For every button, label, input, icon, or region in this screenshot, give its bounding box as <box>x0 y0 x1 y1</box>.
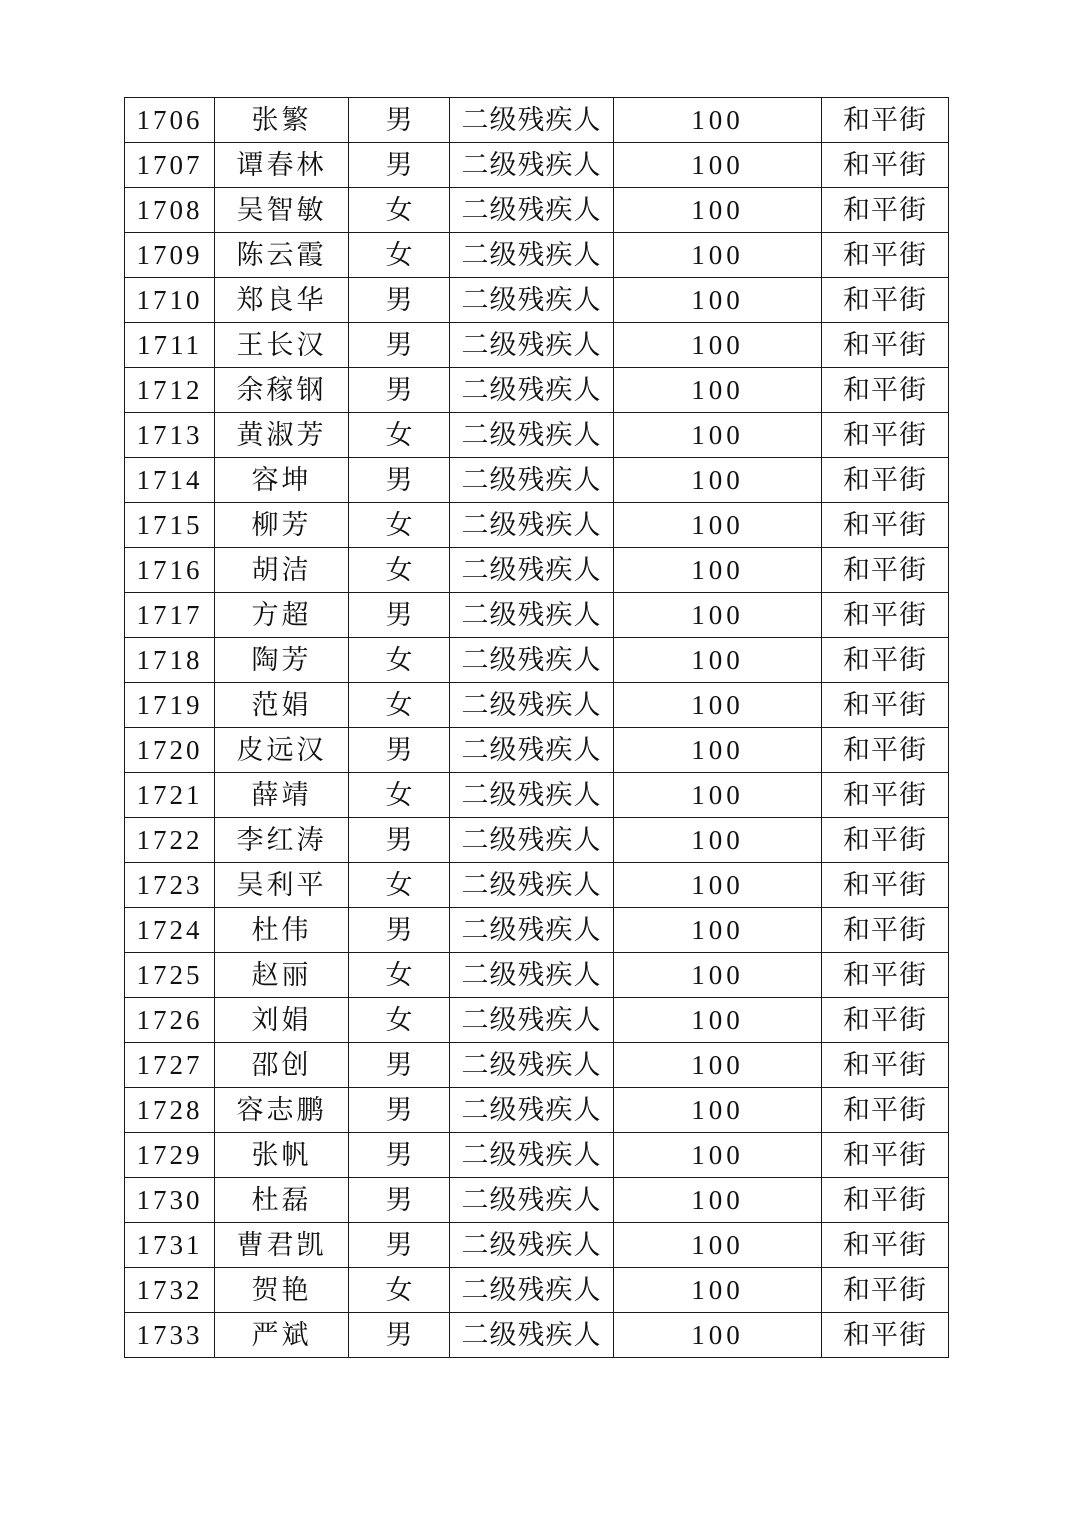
cell-amount: 100 <box>614 278 822 323</box>
cell-amount: 100 <box>614 908 822 953</box>
cell-gender: 男 <box>349 143 450 188</box>
cell-street: 和平街 <box>822 188 949 233</box>
cell-street: 和平街 <box>822 1223 949 1268</box>
cell-number: 1727 <box>125 1043 215 1088</box>
cell-name: 杜伟 <box>215 908 349 953</box>
table-row <box>125 1223 949 1268</box>
cell-disability-level: 二级残疾人 <box>450 323 614 368</box>
cell-gender: 女 <box>349 863 450 908</box>
cell-amount: 100 <box>614 413 822 458</box>
cell-disability-level: 二级残疾人 <box>450 503 614 548</box>
cell-name: 陈云霞 <box>215 233 349 278</box>
table-row <box>125 998 949 1043</box>
cell-name: 皮远汉 <box>215 728 349 773</box>
cell-gender: 男 <box>349 593 450 638</box>
table-row <box>125 728 949 773</box>
table-row <box>125 323 949 368</box>
cell-disability-level: 二级残疾人 <box>450 638 614 683</box>
cell-amount: 100 <box>614 98 822 143</box>
cell-number: 1725 <box>125 953 215 998</box>
cell-gender: 男 <box>349 1178 450 1223</box>
cell-street: 和平街 <box>822 413 949 458</box>
cell-name: 柳芳 <box>215 503 349 548</box>
cell-disability-level: 二级残疾人 <box>450 548 614 593</box>
cell-street: 和平街 <box>822 998 949 1043</box>
cell-name: 胡洁 <box>215 548 349 593</box>
cell-street: 和平街 <box>822 1043 949 1088</box>
cell-street: 和平街 <box>822 98 949 143</box>
table-row <box>125 1178 949 1223</box>
cell-gender: 女 <box>349 413 450 458</box>
cell-number: 1731 <box>125 1223 215 1268</box>
table-row <box>125 638 949 683</box>
cell-number: 1730 <box>125 1178 215 1223</box>
cell-gender: 女 <box>349 638 450 683</box>
table-row <box>125 233 949 278</box>
cell-disability-level: 二级残疾人 <box>450 368 614 413</box>
cell-amount: 100 <box>614 773 822 818</box>
cell-name: 张帆 <box>215 1133 349 1178</box>
cell-amount: 100 <box>614 548 822 593</box>
cell-name: 贺艳 <box>215 1268 349 1313</box>
cell-number: 1733 <box>125 1313 215 1358</box>
table-row <box>125 1268 949 1313</box>
cell-gender: 男 <box>349 728 450 773</box>
cell-street: 和平街 <box>822 773 949 818</box>
cell-amount: 100 <box>614 638 822 683</box>
cell-amount: 100 <box>614 1223 822 1268</box>
cell-gender: 男 <box>349 908 450 953</box>
cell-disability-level: 二级残疾人 <box>450 1043 614 1088</box>
table-row <box>125 683 949 728</box>
cell-number: 1713 <box>125 413 215 458</box>
cell-amount: 100 <box>614 503 822 548</box>
cell-disability-level: 二级残疾人 <box>450 98 614 143</box>
table-row <box>125 953 949 998</box>
cell-number: 1709 <box>125 233 215 278</box>
cell-amount: 100 <box>614 1043 822 1088</box>
cell-street: 和平街 <box>822 1088 949 1133</box>
cell-amount: 100 <box>614 863 822 908</box>
cell-name: 容志鹏 <box>215 1088 349 1133</box>
cell-disability-level: 二级残疾人 <box>450 998 614 1043</box>
cell-street: 和平街 <box>822 278 949 323</box>
cell-amount: 100 <box>614 818 822 863</box>
cell-disability-level: 二级残疾人 <box>450 143 614 188</box>
table-row <box>125 143 949 188</box>
cell-number: 1729 <box>125 1133 215 1178</box>
cell-number: 1721 <box>125 773 215 818</box>
cell-disability-level: 二级残疾人 <box>450 413 614 458</box>
cell-gender: 男 <box>349 1043 450 1088</box>
cell-street: 和平街 <box>822 818 949 863</box>
cell-number: 1706 <box>125 98 215 143</box>
cell-amount: 100 <box>614 368 822 413</box>
cell-name: 容坤 <box>215 458 349 503</box>
cell-disability-level: 二级残疾人 <box>450 233 614 278</box>
cell-disability-level: 二级残疾人 <box>450 773 614 818</box>
cell-amount: 100 <box>614 1088 822 1133</box>
cell-street: 和平街 <box>822 638 949 683</box>
cell-street: 和平街 <box>822 1178 949 1223</box>
cell-amount: 100 <box>614 1178 822 1223</box>
cell-street: 和平街 <box>822 1268 949 1313</box>
cell-amount: 100 <box>614 593 822 638</box>
cell-disability-level: 二级残疾人 <box>450 1133 614 1178</box>
cell-disability-level: 二级残疾人 <box>450 593 614 638</box>
table-row <box>125 773 949 818</box>
table-row <box>125 863 949 908</box>
cell-amount: 100 <box>614 458 822 503</box>
cell-name: 王长汉 <box>215 323 349 368</box>
cell-name: 薛靖 <box>215 773 349 818</box>
cell-street: 和平街 <box>822 1133 949 1178</box>
cell-gender: 女 <box>349 548 450 593</box>
cell-number: 1726 <box>125 998 215 1043</box>
cell-gender: 男 <box>349 1088 450 1133</box>
cell-name: 赵丽 <box>215 953 349 998</box>
cell-number: 1720 <box>125 728 215 773</box>
cell-gender: 女 <box>349 773 450 818</box>
cell-number: 1717 <box>125 593 215 638</box>
cell-disability-level: 二级残疾人 <box>450 1223 614 1268</box>
cell-name: 郑良华 <box>215 278 349 323</box>
cell-number: 1714 <box>125 458 215 503</box>
cell-gender: 男 <box>349 323 450 368</box>
table-row <box>125 188 949 233</box>
cell-amount: 100 <box>614 953 822 998</box>
cell-street: 和平街 <box>822 458 949 503</box>
cell-gender: 女 <box>349 188 450 233</box>
cell-gender: 男 <box>349 1313 450 1358</box>
cell-number: 1710 <box>125 278 215 323</box>
cell-disability-level: 二级残疾人 <box>450 278 614 323</box>
cell-name: 余稼钢 <box>215 368 349 413</box>
table-row <box>125 458 949 503</box>
cell-gender: 女 <box>349 953 450 998</box>
cell-disability-level: 二级残疾人 <box>450 863 614 908</box>
cell-disability-level: 二级残疾人 <box>450 1313 614 1358</box>
cell-gender: 男 <box>349 458 450 503</box>
cell-disability-level: 二级残疾人 <box>450 188 614 233</box>
table-row <box>125 1088 949 1133</box>
roster-table <box>124 97 949 1358</box>
cell-amount: 100 <box>614 1313 822 1358</box>
cell-name: 谭春林 <box>215 143 349 188</box>
cell-gender: 男 <box>349 278 450 323</box>
cell-street: 和平街 <box>822 953 949 998</box>
cell-amount: 100 <box>614 1133 822 1178</box>
cell-amount: 100 <box>614 323 822 368</box>
cell-number: 1708 <box>125 188 215 233</box>
cell-name: 曹君凯 <box>215 1223 349 1268</box>
cell-number: 1732 <box>125 1268 215 1313</box>
cell-number: 1719 <box>125 683 215 728</box>
cell-gender: 男 <box>349 1133 450 1178</box>
table-row <box>125 278 949 323</box>
cell-gender: 女 <box>349 233 450 278</box>
cell-number: 1722 <box>125 818 215 863</box>
table-row <box>125 548 949 593</box>
cell-gender: 女 <box>349 683 450 728</box>
cell-amount: 100 <box>614 1268 822 1313</box>
cell-name: 黄淑芳 <box>215 413 349 458</box>
cell-name: 刘娟 <box>215 998 349 1043</box>
table-row <box>125 503 949 548</box>
cell-number: 1711 <box>125 323 215 368</box>
cell-name: 吴智敏 <box>215 188 349 233</box>
cell-disability-level: 二级残疾人 <box>450 1178 614 1223</box>
table-row <box>125 1133 949 1178</box>
cell-disability-level: 二级残疾人 <box>450 1268 614 1313</box>
cell-number: 1712 <box>125 368 215 413</box>
cell-disability-level: 二级残疾人 <box>450 683 614 728</box>
table-row <box>125 908 949 953</box>
cell-disability-level: 二级残疾人 <box>450 908 614 953</box>
cell-street: 和平街 <box>822 908 949 953</box>
cell-name: 吴利平 <box>215 863 349 908</box>
table-row <box>125 818 949 863</box>
cell-street: 和平街 <box>822 683 949 728</box>
cell-street: 和平街 <box>822 548 949 593</box>
cell-gender: 男 <box>349 818 450 863</box>
cell-gender: 女 <box>349 503 450 548</box>
cell-street: 和平街 <box>822 233 949 278</box>
cell-disability-level: 二级残疾人 <box>450 728 614 773</box>
table-row <box>125 413 949 458</box>
cell-amount: 100 <box>614 998 822 1043</box>
cell-street: 和平街 <box>822 503 949 548</box>
cell-street: 和平街 <box>822 593 949 638</box>
table-row <box>125 98 949 143</box>
table-row <box>125 368 949 413</box>
cell-disability-level: 二级残疾人 <box>450 1088 614 1133</box>
cell-name: 邵创 <box>215 1043 349 1088</box>
cell-number: 1718 <box>125 638 215 683</box>
cell-gender: 男 <box>349 368 450 413</box>
cell-street: 和平街 <box>822 323 949 368</box>
cell-amount: 100 <box>614 728 822 773</box>
cell-name: 陶芳 <box>215 638 349 683</box>
cell-number: 1707 <box>125 143 215 188</box>
cell-street: 和平街 <box>822 863 949 908</box>
table-row <box>125 1043 949 1088</box>
cell-number: 1715 <box>125 503 215 548</box>
cell-amount: 100 <box>614 683 822 728</box>
cell-number: 1716 <box>125 548 215 593</box>
cell-amount: 100 <box>614 143 822 188</box>
table-row <box>125 1313 949 1358</box>
cell-amount: 100 <box>614 233 822 278</box>
cell-street: 和平街 <box>822 368 949 413</box>
cell-number: 1728 <box>125 1088 215 1133</box>
cell-name: 严斌 <box>215 1313 349 1358</box>
cell-number: 1723 <box>125 863 215 908</box>
cell-name: 方超 <box>215 593 349 638</box>
cell-number: 1724 <box>125 908 215 953</box>
cell-amount: 100 <box>614 188 822 233</box>
table-row <box>125 593 949 638</box>
cell-name: 范娟 <box>215 683 349 728</box>
cell-street: 和平街 <box>822 728 949 773</box>
cell-disability-level: 二级残疾人 <box>450 458 614 503</box>
cell-name: 杜磊 <box>215 1178 349 1223</box>
cell-gender: 女 <box>349 998 450 1043</box>
cell-disability-level: 二级残疾人 <box>450 818 614 863</box>
cell-gender: 男 <box>349 98 450 143</box>
cell-name: 张繁 <box>215 98 349 143</box>
cell-gender: 男 <box>349 1223 450 1268</box>
cell-street: 和平街 <box>822 1313 949 1358</box>
roster-table-body <box>125 98 949 1358</box>
cell-street: 和平街 <box>822 143 949 188</box>
cell-name: 李红涛 <box>215 818 349 863</box>
cell-disability-level: 二级残疾人 <box>450 953 614 998</box>
cell-gender: 女 <box>349 1268 450 1313</box>
